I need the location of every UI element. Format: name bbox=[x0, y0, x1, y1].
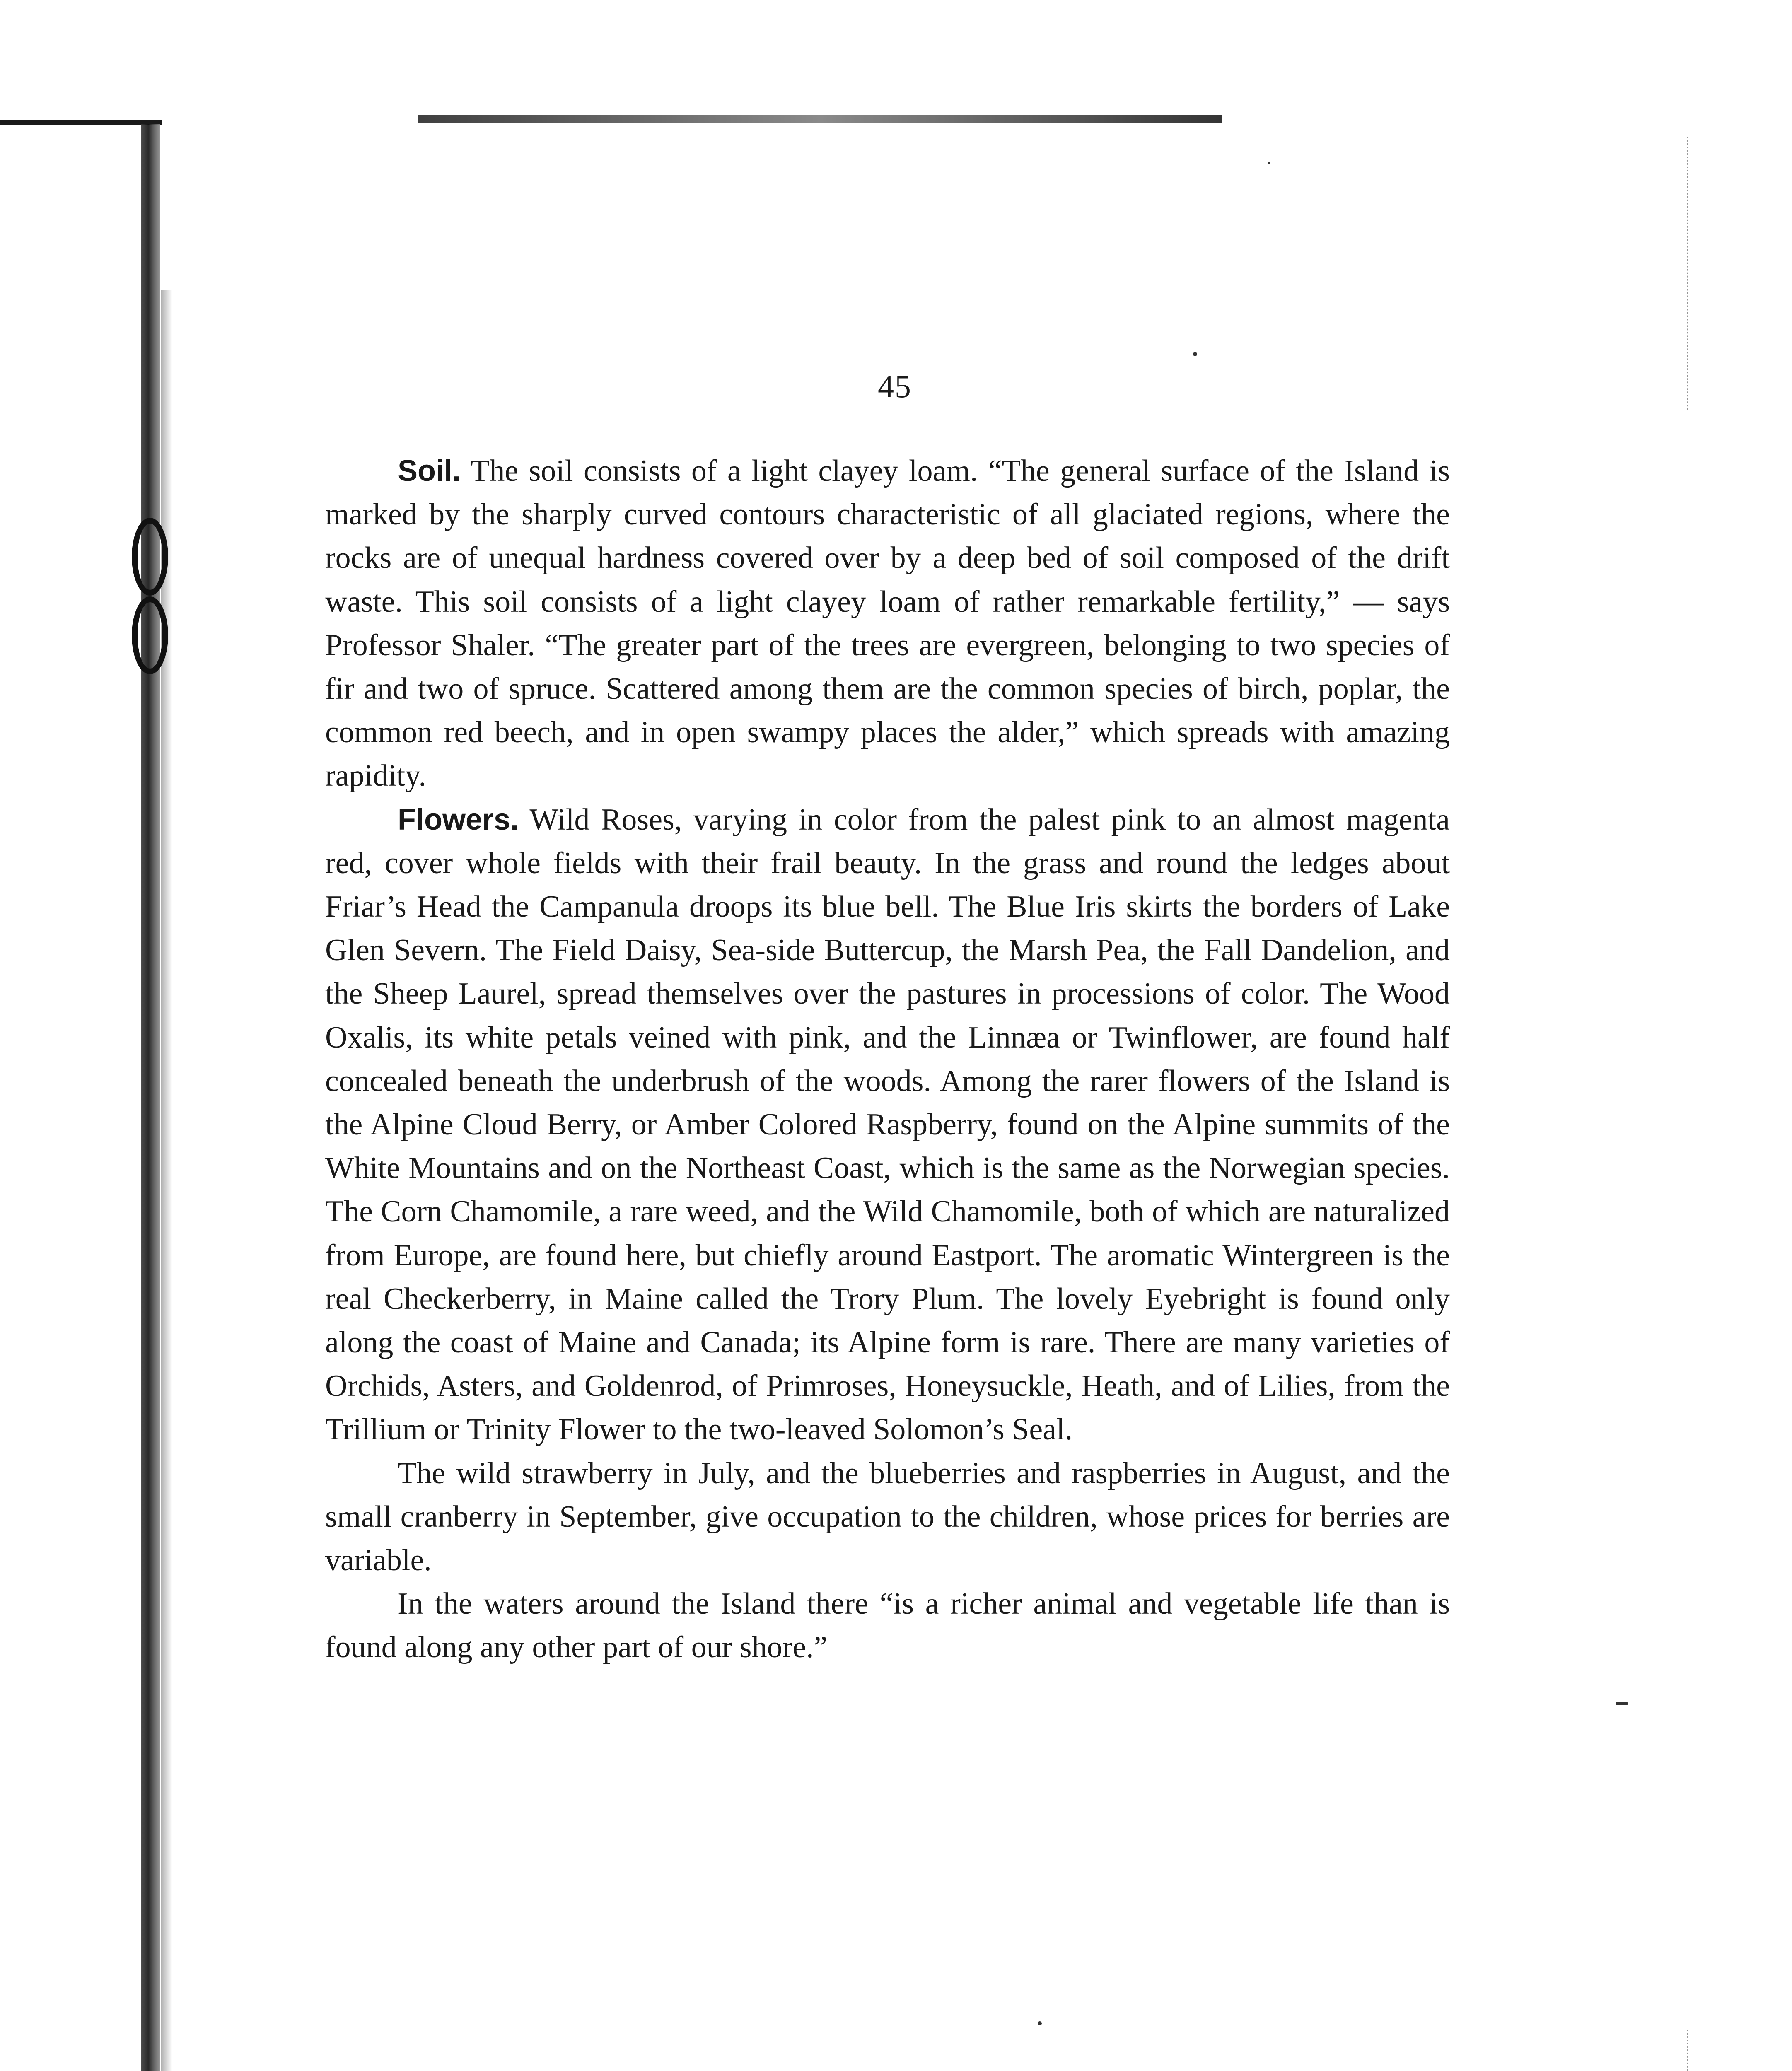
paragraph-text: The wild strawberry in July, and the blueberries and raspberries in August, and the small cranberry in September, give occupation to the children, whose prices for berries are variable. bbox=[325, 1456, 1450, 1578]
section-heading-flowers: Flowers. bbox=[398, 803, 519, 836]
paragraph-waters bbox=[325, 1582, 1450, 1669]
binding-ring-lower bbox=[132, 596, 168, 674]
scan-speck bbox=[1616, 1702, 1628, 1705]
paragraph-flowers bbox=[325, 798, 1450, 1452]
page-number: 45 bbox=[878, 368, 912, 404]
section-heading-soil: Soil. bbox=[398, 454, 461, 488]
scan-binding-edge bbox=[0, 120, 162, 125]
body-text bbox=[325, 449, 1450, 1670]
paragraph-soil bbox=[325, 449, 1450, 798]
scan-edge-dots-top bbox=[1683, 137, 1688, 410]
scan-top-rule bbox=[418, 115, 1222, 123]
scan-speck bbox=[1268, 162, 1270, 164]
scan-speck bbox=[1193, 352, 1197, 356]
scan-speck bbox=[1038, 2021, 1042, 2025]
paragraph-text: Wild Roses, varying in color from the palest pink to an almost magenta red, cover whole fields with their frail beauty. In the grass and round the ledges about Friar’s Head the Campanula droops its blue bell. The Blue Iris skirts the borders of Lake Glen Severn. The Field Daisy, Sea-side Buttercup, the Marsh Pea, the Fall Dandelion, and the Sheep Laurel, spread themselves over the pastures in processions of color. The Wood Oxalis, its white petals veined with pink, and the Linnæa or Twinflower, are found half concealed beneath the underbrush of the woods. Among the rarer flowers of the Island is the Alpine Cloud Berry, or Amber Colored Raspberry, found on the Alpine summits of the White Mountains and on the Northeast Coast, which is the same as the Norwegian species. The Corn Chamomile, a rare weed, and the Wild Chamomile, both of which are naturalized from Europe, are found here, but chiefly around Eastport. The aromatic Wintergreen is the real Checkerberry, in Maine called the Trory Plum. The lovely Eyebright is found only along the coast of Maine and Canada; its Alpine form is rare. There are many varieties of Orchids, Asters, and Goldenrod, of Primroses, Honeysuckle, Heath, and of Lilies, from the Trillium or Trinity Flower to the two-leaved Solomon’s Seal. bbox=[325, 802, 1450, 1447]
paragraph-text: In the waters around the Island there “is a richer animal and vegetable life than is found along any other part of our shore.” bbox=[325, 1587, 1450, 1665]
scan-edge-dots-bottom bbox=[1683, 2030, 1688, 2071]
paragraph-berries bbox=[325, 1452, 1450, 1583]
scan-binding-spine bbox=[141, 124, 160, 2071]
paragraph-text: The soil consists of a light clayey loam. “The general surface of the Island is marked by the sharply curved contours characteristic of all glaciated regions, where the rocks are of unequal hardness covered over by a deep bed of soil composed of the drift waste. This soil consists of a light clayey loam of rather remarkable fertility,” — says Professor Shaler. “The greater part of the trees are evergreen, belonging to two species of fir and two of spruce. Scattered among them are the common species of birch, poplar, the common red beech, and in open swampy places the alder,” which spreads with amazing rapidity. bbox=[325, 454, 1450, 793]
binding-ring-upper bbox=[132, 518, 168, 596]
